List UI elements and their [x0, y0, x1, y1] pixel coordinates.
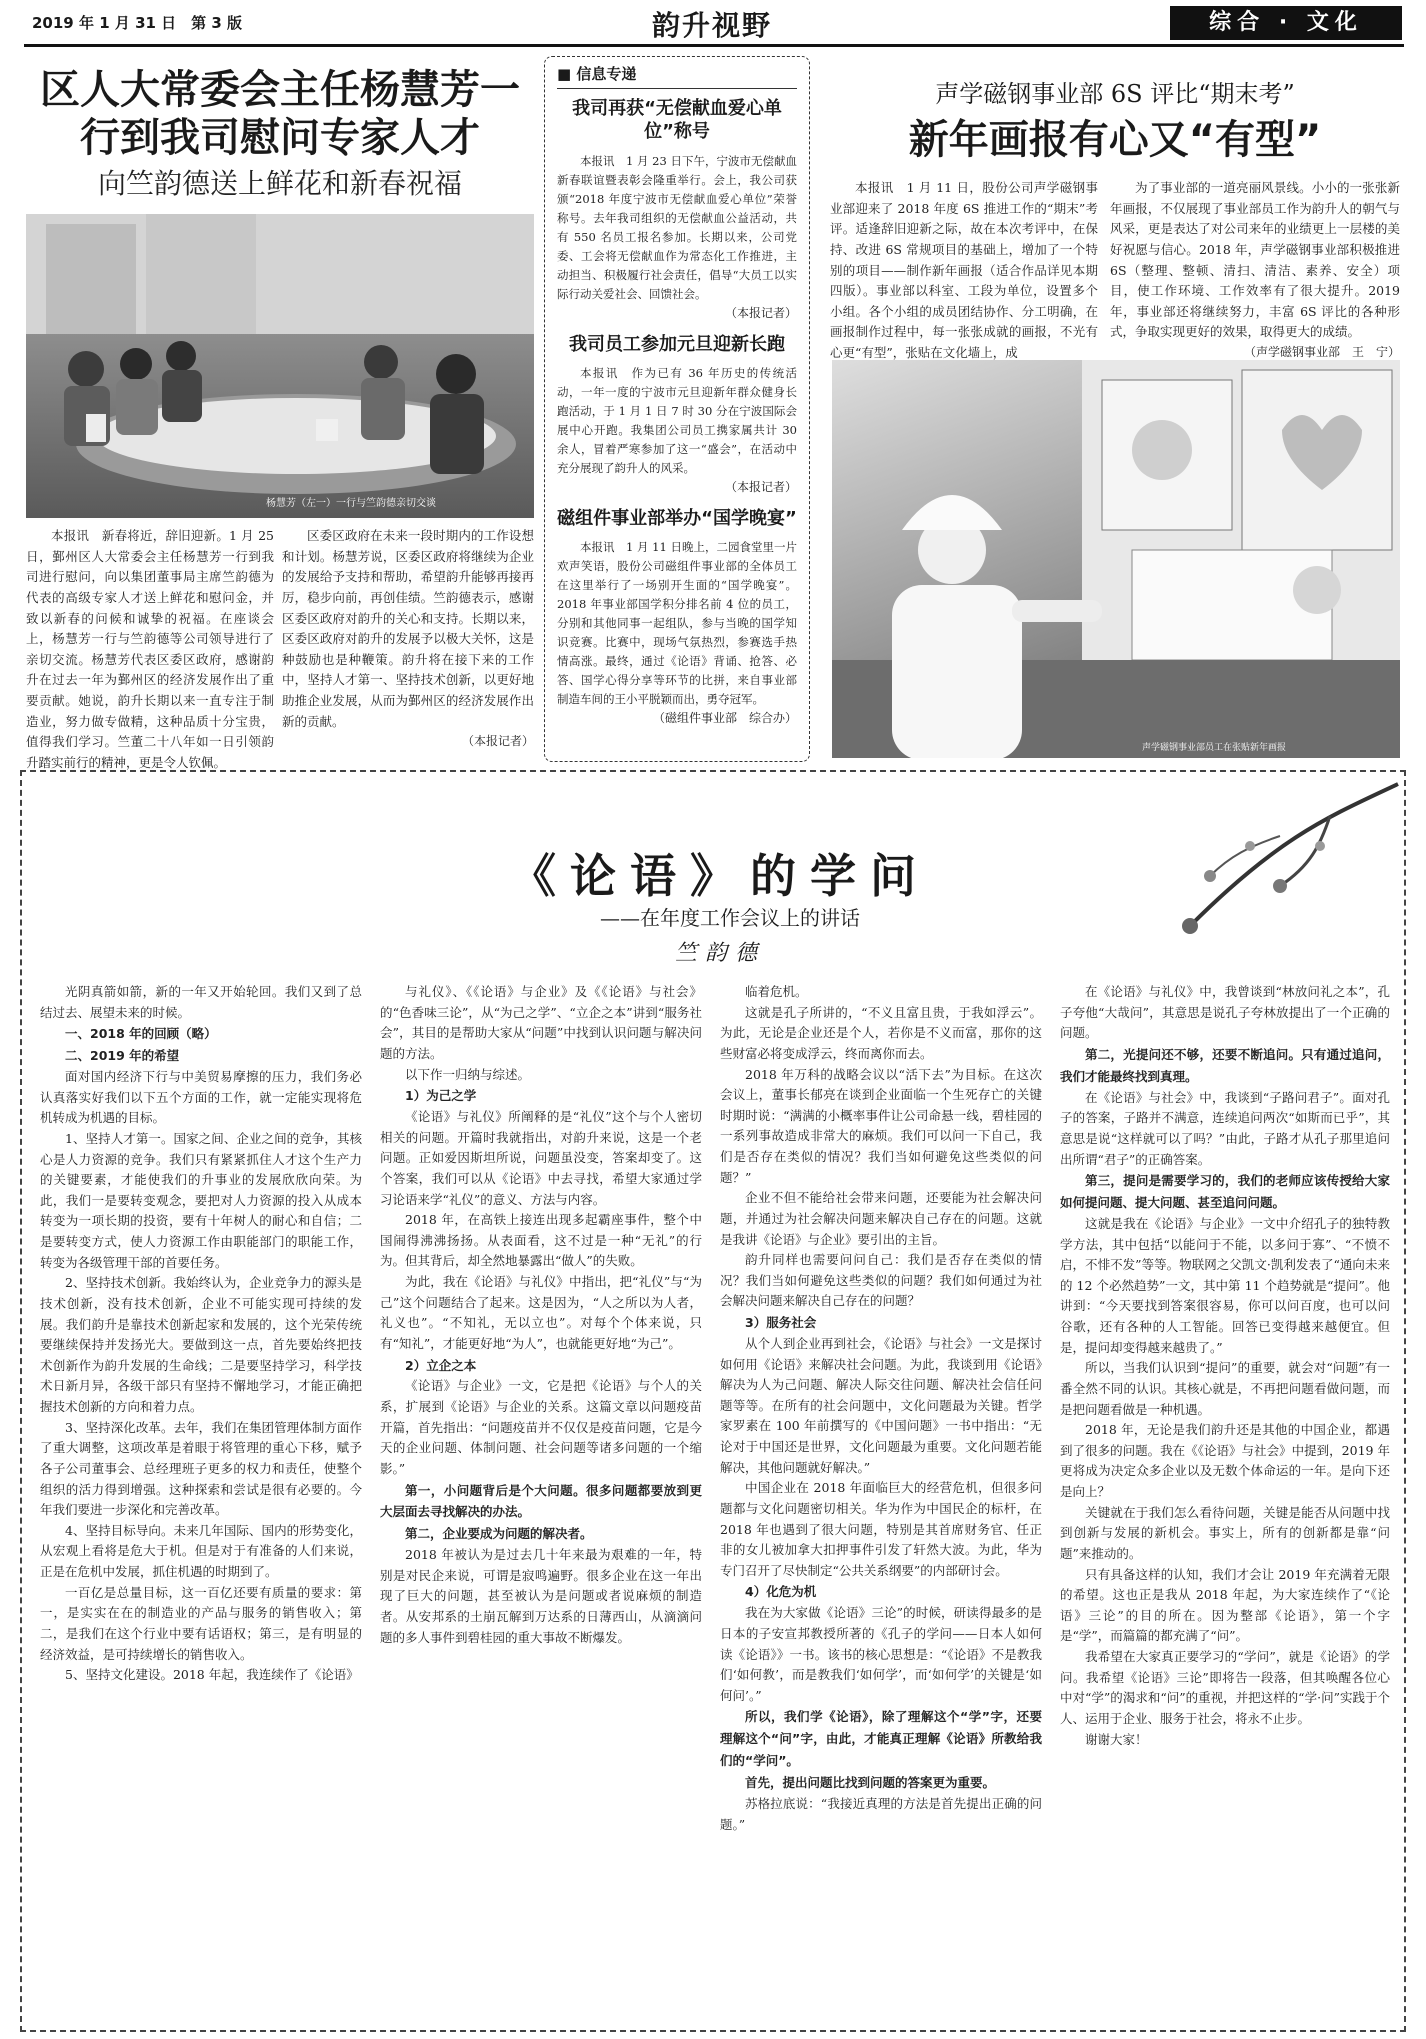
speech-paragraph: 从个人到企业再到社会，《论语》与社会》一文是探讨如何用《论语》来解决社会问题。为此，我谈到用《论语》解决为人为己问题、解决人际交往问题、解决社会信任问题等等。在所有的社会问题中，文化问题最为关键。哲学家罗素在 100 年前撰写的《中国问题》一书中指出：“无论对于中国还是世界，文化问题最为重要。文化问题若能解决，其他问题就好解决。” — [720, 1335, 1042, 1475]
speech-paragraph: 以下作一归纳与综述。 — [405, 1066, 531, 1082]
speech-paragraph: 2、坚持技术创新。我始终认为，企业竞争力的源头是技术创新，没有技术创新，企业不可能实现可持续的发展。我们韵升是靠技术创新起家和发展的，这个光荣传统要继续保持并发扬光大。要做到这一点，首先要始终把技术创新作为韵升发展的生命线；二是要坚持学习，科学技术日新月异，各级干部只有坚持不懈地学习，才能正确把握技术创新的方向和着力点。 — [40, 1275, 362, 1414]
speech-heading: 一、2018 年的回顾（略） — [65, 1026, 217, 1042]
speech-paragraph: 在《论语》与礼仪》中，我曾谈到“林放问礼之本”，孔子夸他“大哉问”，其意思是说孔子夸林放提出了一个正确的问题。 — [1060, 984, 1390, 1041]
brief-title: 磁组件事业部举办“国学晚宴” — [557, 507, 797, 529]
brief-body: 本报讯 1 月 23 日下午，宁波市无偿献血新春联谊暨表彰会隆重举行。会上，我公司获颁“2018 年度宁波市无偿献血爱心单位”荣誉称号。去年我司组织的无偿献血公益活动，共有 550 名员工报名参加。长期以来，公司党委、工会将无偿献血作为常态化工作推进，主动担当、积极履行社会责任，倡导“大员工以实际行动关爱社会、回馈社会。 — [557, 153, 797, 301]
speech-paragraph: 关键就在于我们怎么看待问题，关键是能否从问题中找到创新与发展的新机会。事实上，所有的创新都是靠“问题”来推动的。 — [1060, 1504, 1390, 1561]
speech-paragraph: 《论语》与礼仪》所阐释的是“礼仪”这个与个人密切相关的问题。开篇时我就指出，对韵升来说，这是一个老问题。正如爱因斯坦所说，问题虽没变，答案却变了。这个答案，我们可以从《论语》中去寻找，希望大家通过学习论语来学“礼仪”的意义、方法与内容。 — [380, 1109, 702, 1207]
speech-paragraph: 2018 年万科的战略会议以“活下去”为目标。在这次会议上，董事长郁亮在谈到企业面临一个生死存亡的关键时期时说：“满满的小概率事件让公司命悬一线，碧桂园的一系列事故造成非常大的麻烦。我们可以问一下自己，我们是否存在类似的情况？我们当如何避免这些类似的问题？” — [720, 1066, 1042, 1185]
speech-paragraph: 一百亿是总量目标，这一百亿还要有质量的要求：第一，是实实在在的制造业的产品与服务的销售收入；第二，是我们在这个行业中要有话语权；第三，是有明显的经济效益，是可持续增长的销售收入。 — [40, 1584, 362, 1662]
speech-heading: 4）化危为机 — [745, 1584, 817, 1600]
speech-column-3 — [720, 982, 1042, 1835]
speech-paragraph: 这就是我在《论语》与企业》一文中介绍孔子的独特教学方法，其中包括“以能问于不能，以多问于寡”、“不愤不启，不悱不发”等等。物联网之父凯文·凯利发表了“通向未来的 12 个必然趋势”一文，其中第 11 个趋势就是“提问”。他讲到：“今天要找到答案很容易，你可以问百度，也可以问谷歌，还有各种的人工智能。回答已变得越来越便宜。但是，提问却变得越来越贵了。” — [1060, 1215, 1390, 1355]
article-b-photo — [832, 360, 1400, 758]
brief-credit: （本报记者） — [724, 479, 797, 494]
brief-item — [557, 507, 797, 726]
article-a-photo — [26, 214, 534, 518]
speech-heading: 所以，我们学《论语》，除了理解这个“学”字，还要理解这个“问”字，由此，才能真正理解《论语》所教给我们的“学问”。 — [720, 1709, 1042, 1769]
plum-blossom-ornament-icon — [1130, 776, 1400, 976]
speech-paragraph: 2018 年被认为是过去几十年来最为艰难的一年，特别是对民企来说，可谓是寂鸣遍野。很多企业在这一年出现了巨大的问题，甚至被认为是问题或者说麻烦的制造者。从安邦系的土崩瓦解到万达系的日薄西山，从滴滴问题的多人事件到碧桂园的重大事故不断爆发。 — [380, 1547, 702, 1645]
article-b-title: 新年画报有心又“有型” — [908, 117, 1322, 163]
brief-title: 我司员工参加元旦迎新长跑 — [569, 333, 785, 355]
speech-heading: 1）为己之学 — [405, 1088, 477, 1104]
speech-column-2 — [380, 982, 702, 1648]
article-a-column-1 — [26, 526, 274, 774]
speech-heading: 第一，小问题背后是个大问题。很多问题都要放到更大层面去寻找解决的办法。 — [380, 1482, 702, 1520]
speech-paragraph: 中国企业在 2018 年面临巨大的经营危机，但很多问题都与文化问题密切相关。华为作为中国民企的标杆，在 2018 年也遇到了很大问题，特别是其首席财务官、任正非的女儿被加拿大扣押事件引发了轩然大波。为此，华为专门召开了尽快制定“公共关系纲要”的内部研讨会。 — [720, 1480, 1042, 1578]
masthead — [0, 0, 1426, 46]
speech-paragraph: 1、坚持人才第一。国家之间、企业之间的竞争，其核心是人力资源的竞争。我们只有紧紧抓住人才这个生产力的关键要素，才能使我们的升事业的发展欣欣向荣。为此，我们一是要转变观念，要把对人力资源的投入从成本转变为一项长期的投资，要有十年树人的耐心和自信；二是要转变方式，使人力资源工作由职能部门的职能工作，转变为各级管理干部的首要任务。 — [40, 1130, 362, 1270]
speech-paragraph: 与礼仪》、《《论语》与企业》及《《论语》与社会》的“色香味三论”，从“为己之学”、“立企之本”讲到“服务社会”，其目的是帮助大家从“问题”中找到认识问题与解决问题的方法。 — [380, 984, 702, 1061]
speech-title: 《论语》的学问 — [510, 849, 930, 903]
article-a-para-2: 区委区政府在未来一段时期内的工作设想和计划。杨慧芳说，区委区政府将继续为企业的发展给予支持和帮助，希望韵升能够再接再厉，稳步向前，再创佳绩。竺韵德表示，感谢区委区政府对韵升的关心和支持。长期以来，区委区政府对韵升的发展予以极大关怀，这是种鼓励也是种鞭策。韵升将在接下来的工作中，坚持人才第一、坚持技术创新，以更好地助推企业发展，从而为鄞州区的经济发展作出新的贡献。 — [282, 528, 534, 729]
article-b-kicker: 声学磁钢事业部 6S 评比“期末考” — [935, 80, 1295, 108]
brief-credit: （磁组件事业部 综合办） — [652, 710, 797, 725]
speech-paragraph: 2018 年，无论是我们韵升还是其他的中国企业，都遇到了很多的问题。我在《《论语》与社会》中提到，2019 年更将成为决定众多企业以及无数个体命运的一年。是向下还是向上？ — [1060, 1422, 1390, 1499]
speech-column-4 — [1060, 982, 1390, 1750]
article-a-column-2 — [282, 526, 534, 752]
speech-paragraph: 这就是孔子所讲的，“不义且富且贵，于我如浮云”。为此，无论是企业还是个人，若你是不义而富，那你的这些财富必将变成浮云，终而离你而去。 — [720, 1004, 1042, 1061]
masthead-rule — [24, 44, 1404, 47]
speech-paragraph: 面对国内经济下行与中美贸易摩擦的压力，我们务必认真落实好我们以下五个方面的工作，就一定能实现将危机转成为机遇的目标。 — [40, 1069, 362, 1126]
article-a-photo-caption: 杨慧芳（左一）一行与竺韵德亲切交谈 — [266, 498, 436, 509]
article-b-column-2 — [1110, 178, 1400, 363]
speech-paragraph: 韵升同样也需要问问自己：我们是否存在类似的情况？我们当如何避免这些类似的问题？我们如何通过为社会解决问题来解决自己存在的问题？ — [720, 1252, 1042, 1309]
speech-paragraph: 企业不但不能给社会带来问题，还要能为社会解决问题，并通过为社会解决问题来解决自己存在的问题。这就是我讲《论语》与企业》要引出的主旨。 — [720, 1190, 1042, 1247]
speech-paragraph: 4、坚持目标导向。未来几年国际、国内的形势变化，从宏观上看将是危大于机。但是对于有准备的人们来说，正是在危机中发展，抓住机遇的时期到了。 — [40, 1522, 362, 1579]
speech-paragraph: 在《论语》与社会》中，我谈到“子路问君子”。面对孔子的答案，子路并不满意，连续追问两次“如斯而已乎”，其意思是说“这样就可以了吗？”由此，子路才从孔子那里追问出所谓“君子”的正确答案。 — [1060, 1089, 1390, 1167]
brief-credit: （本报记者） — [724, 305, 797, 320]
article-a-credit: （本报记者） — [461, 734, 534, 749]
brief-title: 我司再获“无偿献血爱心单位”称号 — [572, 98, 782, 143]
article-b-column-1 — [830, 178, 1098, 364]
article-b-para-1: 本报讯 1 月 11 日，股份公司声学磁钢事业部迎来了 2018 年度 6S 推进工作的“期末”考评。适逢辞旧迎新之际，故在本次考评中，在保持、改进 6S 常规项目的基础上，增加了一个特别的项目——制作新年画报（适合作品详见本期四版）。事业部以科室、工段为单位，设置多个小组。各个小组的成员团结协作、分工明确，在画报制作过程中，每一张张成就的画报，不光有心更“有型”，张贴在文化墙上，成 — [830, 180, 1098, 360]
speech-paragraph: 为此，我在《论语》与礼仪》中指出，把“礼仪”与“为己”这个问题结合了起来。这是因为，“人之所以为人者，礼义也”。“不知礼，无以立也”。对每个个体来说，只有“知礼”，才能更好地“为人”，也就能更好地“为己”。 — [380, 1274, 702, 1351]
speech-heading: 首先，提出问题比找到问题的答案更为重要。 — [745, 1775, 996, 1790]
speech-heading: 二、2019 年的希望 — [65, 1048, 180, 1064]
article-b-photo-caption: 声学磁钢事业部员工在张贴新年画报 — [1142, 743, 1287, 753]
section-label: 综合 · 文化 — [1170, 6, 1402, 40]
meeting-photo-illustration — [26, 214, 534, 518]
issue-date: 2019 年 1 月 31 日 第 3 版 — [32, 14, 243, 32]
speech-paragraph: 2018 年，在高铁上接连出现多起霸座事件，整个中国闹得沸沸扬扬。从表面看，这不过是一种“无礼”的行为。但其背后，却全然地暴露出“做人”的失败。 — [380, 1212, 702, 1269]
news-brief-header: ■ 信息专递 — [557, 63, 797, 89]
article-a-subtitle: 向竺韵德送上鲜花和新春祝福 — [97, 167, 462, 200]
speech-paragraph: 光阴真箭如箭，新的一年又开始轮回。我们又到了总结过去、展望未来的时候。 — [40, 984, 362, 1020]
poster-photo-illustration — [832, 360, 1400, 758]
speech-paragraph: 我在为大家做《论语》三论”的时候，研读得最多的是日本的子安宣邦教授所著的《孔子的学问——日本人如何读《论语》》一书。该书的核心思想是：“《论语》不是教我们‘如何教’，而是教我们‘如何学’，而‘如何学’的关键是‘如何问’。” — [720, 1605, 1042, 1703]
speech-paragraph: 所以，当我们认识到“提问”的重要，就会对“问题”有一番全然不同的认识。其核心就是，不再把问题看做问题，而是把问题看做是一种机遇。 — [1060, 1360, 1390, 1417]
article-b-credit: （声学磁钢事业部 王 宁） — [1243, 345, 1400, 359]
speech-paragraph: 苏格拉底说：“我接近真理的方法是首先提出正确的问题。” — [720, 1795, 1042, 1832]
brief-item — [557, 97, 797, 321]
speech-author: 竺韵德 — [674, 941, 765, 966]
speech-heading: 第二，企业要成为问题的解决者。 — [405, 1526, 593, 1542]
speech-paragraph: 我希望在大家真正要学习的“学问”，就是《论语》的学问。我希望《论语》三论”即将告一段落，但其唤醒各位心中对“学”的渴求和“问”的重视，并把这样的“学·问”实践于个人、运用于企业、服务于社会，将永不止步。 — [1060, 1649, 1390, 1726]
speech-paragraph: 《论语》与企业》一文，它是把《论语》与个人的关系，扩展到《论语》与企业的关系。这篇文章以问题疫苗开篇，首先指出：“问题疫苗并不仅仅是疫苗问题，它是今天的企业问题、体制问题、社会问题等诸多问题的一个缩影。” — [380, 1378, 702, 1476]
brief-body: 本报讯 作为已有 36 年历史的传统活动，一年一度的宁波市元旦迎新年群众健身长跑活动，于 1 月 1 日 7 时 30 分在宁波国际会展中心开跑。我集团公司员工携家属共计 30 余人，冒着严寒参加了这一“盛会”，在活动中充分展现了韵升人的风采。 — [557, 365, 797, 475]
speech-paragraph: 5、坚持文化建设。2018 年起，我连续作了《论语》 — [65, 1667, 359, 1683]
speech-heading: 第二，光提问还不够，还要不断追问。只有通过追问，我们才能最终找到真理。 — [1060, 1046, 1390, 1084]
speech-heading: 3）服务社会 — [745, 1315, 817, 1330]
speech-heading: 2）立企之本 — [405, 1357, 477, 1373]
news-brief-box — [544, 56, 810, 762]
article-a-title: 区人大常委会主任杨慧芳一行到我司慰问专家人才 — [40, 67, 520, 161]
brief-item — [557, 333, 797, 495]
speech-heading: 第三，提问是需要学习的，我们的老师应该传授给大家如何提问题、提大问题、甚至追问问题。 — [1060, 1173, 1390, 1210]
newspaper-title: 韵升视野 — [652, 9, 773, 42]
article-b-para-2: 为了事业部的一道亮丽风景线。小小的一张张新年画报，不仅展现了事业部员工作为韵升人的朝气与风采，更是表达了对公司来年的业绩更上一层楼的美好祝愿与信心。2018 年，声学磁钢事业部积极推进 6S（整理、整顿、清扫、清洁、素养、安全）项目，使工作环境、工作效率有了很大提升。2019 年，事业部还将继续努力，丰富 6S 评比的各种形式，争取实现更好的效果，取得更大的成绩。 — [1110, 180, 1400, 340]
brief-body: 本报讯 1 月 11 日晚上，二园食堂里一片欢声笑语，股份公司磁组件事业部的全体员工在这里举行了一场别开生面的“国学晚宴”。2018 年事业部国学积分排名前 4 位的员工，分别和其他同事一起组队，参与当晚的国学知识竞赛。比赛中，现场气氛热烈，参赛选手热情高涨。最终，通过《论语》背诵、抢答、必答、国学心得分享等环节的比拼，来自事业部制造车间的王小平脱颖而出，勇夺冠军。 — [557, 540, 797, 706]
speech-column-1 — [40, 982, 362, 1686]
speech-subtitle: ——在年度工作会议上的讲话 — [600, 906, 860, 930]
speech-paragraph: 谢谢大家！ — [1085, 1731, 1148, 1747]
speech-paragraph: 临着危机。 — [745, 984, 808, 999]
article-a-para-1: 本报讯 新春将近，辞旧迎新。1 月 25 日，鄞州区人大常委会主任杨慧芳一行到我司进行慰问，向以集团董事局主席竺韵德为代表的高级专家人才送上鲜花和慰问金，并致以新春的问候和诚挚的祝福。在座谈会上，杨慧芳一行与竺韵德等公司领导进行了亲切交流。杨慧芳代表区委区政府，感谢韵升在过去一年为鄞州区的经济发展作出了重要贡献。她说，韵升长期以来一直专注于制造业，努力做专做精，这种品质十分宝贵，值得我们学习。竺董二十八年如一日引领韵升踏实前行的精神，更是令人钦佩。 — [26, 528, 274, 770]
speech-paragraph: 3、坚持深化改革。去年，我们在集团管理体制方面作了重大调整，这项改革是着眼于将管理的重心下移，赋予各子公司董事会、总经理班子更多的权力和责任，使整个组织的活力得到增强。这种探索和尝试是很有必要的。今年我们要进一步深化和完善改革。 — [40, 1419, 362, 1518]
speech-paragraph: 只有具备这样的认知，我们才会让 2019 年充满着无限的希望。这也正是我从 2018 年起，为大家连续作了“《论语》三论”的目的所在。因为整部《论语》，第一个字是“学”，而篇篇的都充满了“问”。 — [1060, 1566, 1390, 1644]
